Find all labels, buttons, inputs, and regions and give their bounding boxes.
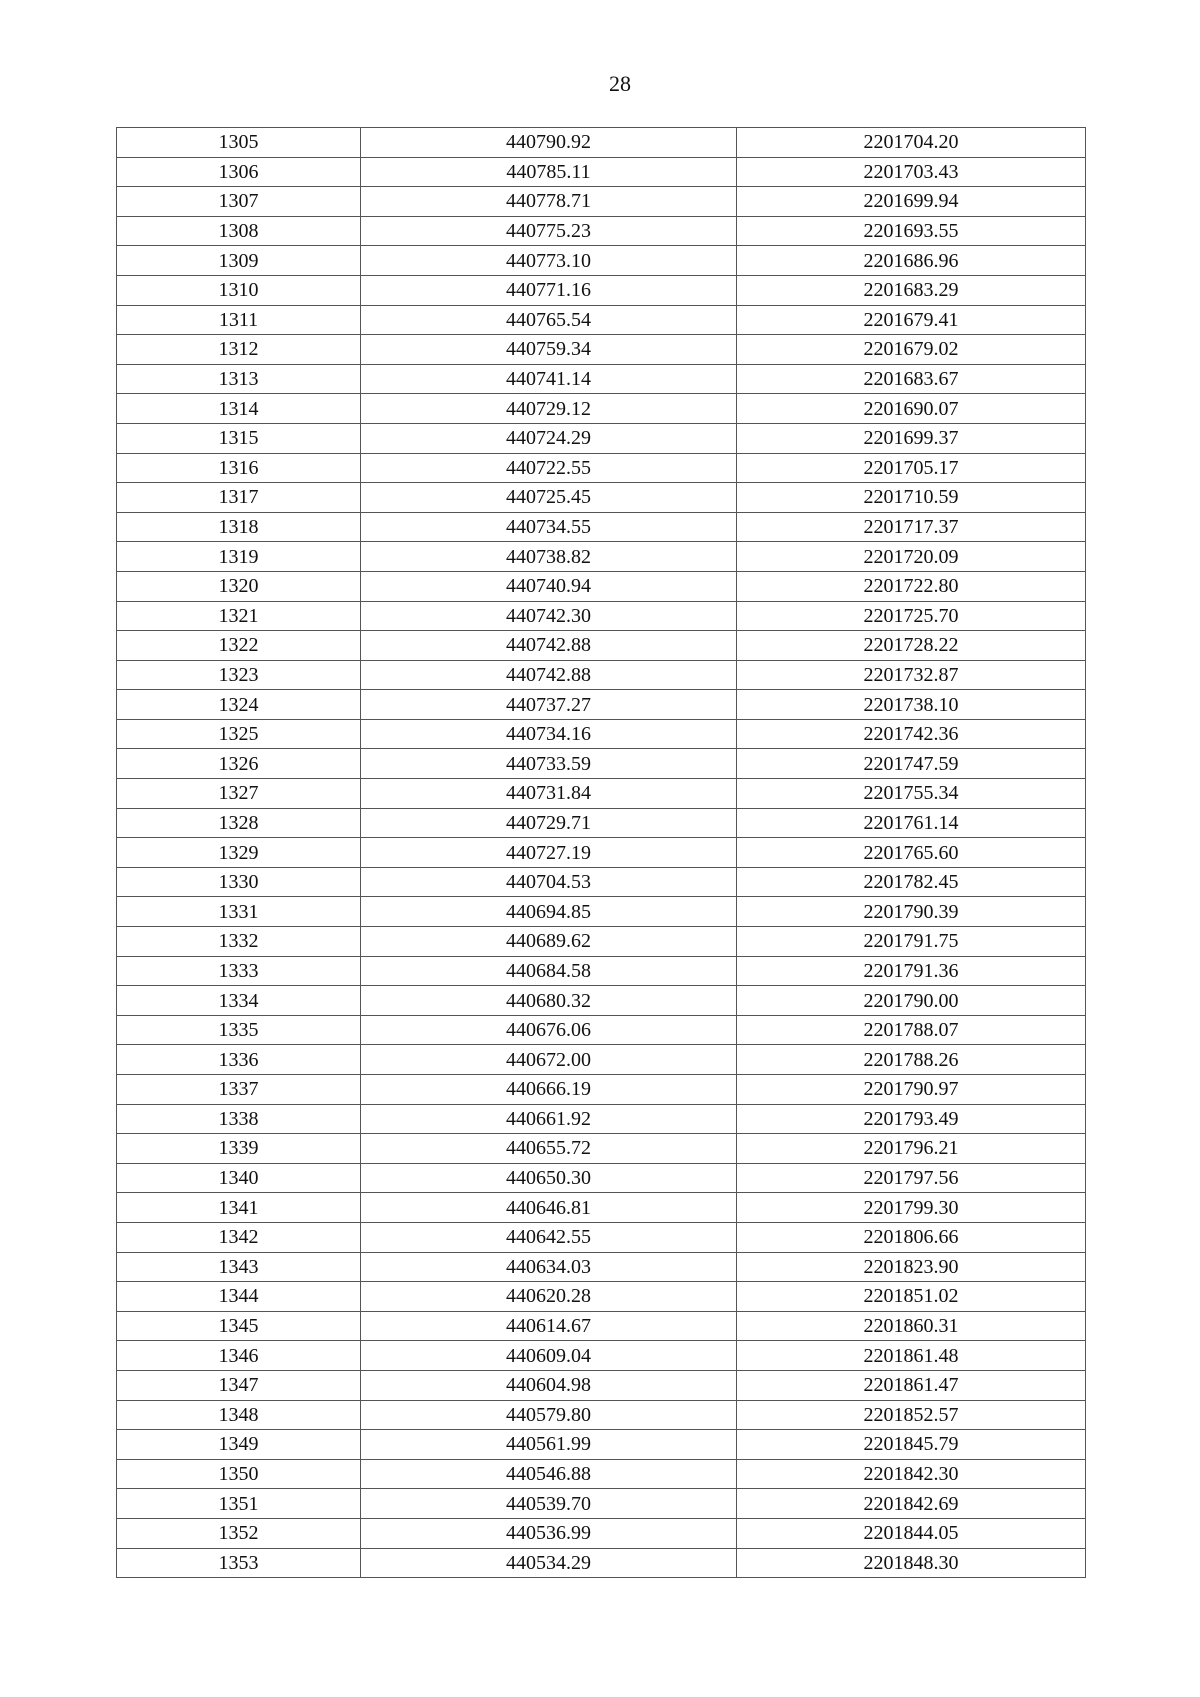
table-row — [117, 335, 1086, 365]
y-coordinate-cell: 2201761.14 — [737, 808, 1086, 838]
table-row — [117, 1134, 1086, 1164]
table-row — [117, 927, 1086, 957]
point-number-cell: 1322 — [117, 631, 361, 661]
point-number-cell: 1334 — [117, 986, 361, 1016]
y-coordinate-cell: 2201699.94 — [737, 187, 1086, 217]
table-row — [117, 601, 1086, 631]
table-row — [117, 216, 1086, 246]
point-number-cell: 1311 — [117, 305, 361, 335]
point-number-cell: 1335 — [117, 1015, 361, 1045]
x-coordinate-cell: 440609.04 — [361, 1341, 737, 1371]
table-row — [117, 660, 1086, 690]
y-coordinate-cell: 2201765.60 — [737, 838, 1086, 868]
table-row — [117, 1459, 1086, 1489]
x-coordinate-cell: 440738.82 — [361, 542, 737, 572]
point-number-cell: 1328 — [117, 808, 361, 838]
x-coordinate-cell: 440614.67 — [361, 1311, 737, 1341]
x-coordinate-cell: 440733.59 — [361, 749, 737, 779]
table-row — [117, 483, 1086, 513]
table-row — [117, 1518, 1086, 1548]
y-coordinate-cell: 2201722.80 — [737, 571, 1086, 601]
x-coordinate-cell: 440785.11 — [361, 157, 737, 187]
y-coordinate-cell: 2201728.22 — [737, 631, 1086, 661]
y-coordinate-cell: 2201732.87 — [737, 660, 1086, 690]
point-number-cell: 1341 — [117, 1193, 361, 1223]
y-coordinate-cell: 2201806.66 — [737, 1222, 1086, 1252]
table-row — [117, 423, 1086, 453]
point-number-cell: 1351 — [117, 1489, 361, 1519]
y-coordinate-cell: 2201860.31 — [737, 1311, 1086, 1341]
y-coordinate-cell: 2201742.36 — [737, 719, 1086, 749]
y-coordinate-cell: 2201796.21 — [737, 1134, 1086, 1164]
x-coordinate-cell: 440534.29 — [361, 1548, 737, 1578]
x-coordinate-cell: 440579.80 — [361, 1400, 737, 1430]
table-row — [117, 512, 1086, 542]
x-coordinate-cell: 440561.99 — [361, 1430, 737, 1460]
point-number-cell: 1336 — [117, 1045, 361, 1075]
point-number-cell: 1339 — [117, 1134, 361, 1164]
y-coordinate-cell: 2201842.30 — [737, 1459, 1086, 1489]
y-coordinate-cell: 2201799.30 — [737, 1193, 1086, 1223]
y-coordinate-cell: 2201725.70 — [737, 601, 1086, 631]
y-coordinate-cell: 2201790.39 — [737, 897, 1086, 927]
x-coordinate-cell: 440666.19 — [361, 1075, 737, 1105]
point-number-cell: 1346 — [117, 1341, 361, 1371]
y-coordinate-cell: 2201686.96 — [737, 246, 1086, 276]
table-row — [117, 631, 1086, 661]
y-coordinate-cell: 2201747.59 — [737, 749, 1086, 779]
x-coordinate-cell: 440742.88 — [361, 660, 737, 690]
point-number-cell: 1308 — [117, 216, 361, 246]
point-number-cell: 1313 — [117, 364, 361, 394]
point-number-cell: 1326 — [117, 749, 361, 779]
table-row — [117, 867, 1086, 897]
x-coordinate-cell: 440742.30 — [361, 601, 737, 631]
table-row — [117, 956, 1086, 986]
point-number-cell: 1317 — [117, 483, 361, 513]
x-coordinate-cell: 440727.19 — [361, 838, 737, 868]
x-coordinate-cell: 440765.54 — [361, 305, 737, 335]
table-row — [117, 394, 1086, 424]
x-coordinate-cell: 440650.30 — [361, 1163, 737, 1193]
x-coordinate-cell: 440775.23 — [361, 216, 737, 246]
table-row — [117, 749, 1086, 779]
table-row — [117, 1193, 1086, 1223]
point-number-cell: 1310 — [117, 275, 361, 305]
table-row — [117, 838, 1086, 868]
x-coordinate-cell: 440737.27 — [361, 690, 737, 720]
x-coordinate-cell: 440742.88 — [361, 631, 737, 661]
table-row — [117, 1311, 1086, 1341]
x-coordinate-cell: 440684.58 — [361, 956, 737, 986]
point-number-cell: 1329 — [117, 838, 361, 868]
y-coordinate-cell: 2201851.02 — [737, 1282, 1086, 1312]
y-coordinate-cell: 2201845.79 — [737, 1430, 1086, 1460]
x-coordinate-cell: 440731.84 — [361, 779, 737, 809]
table-row — [117, 1104, 1086, 1134]
x-coordinate-cell: 440724.29 — [361, 423, 737, 453]
table-row — [117, 779, 1086, 809]
x-coordinate-cell: 440729.71 — [361, 808, 737, 838]
y-coordinate-cell: 2201683.29 — [737, 275, 1086, 305]
y-coordinate-cell: 2201791.75 — [737, 927, 1086, 957]
x-coordinate-cell: 440680.32 — [361, 986, 737, 1016]
x-coordinate-cell: 440646.81 — [361, 1193, 737, 1223]
coordinate-table-body — [117, 128, 1086, 1578]
point-number-cell: 1332 — [117, 927, 361, 957]
table-row — [117, 364, 1086, 394]
y-coordinate-cell: 2201679.41 — [737, 305, 1086, 335]
point-number-cell: 1319 — [117, 542, 361, 572]
table-row — [117, 1045, 1086, 1075]
table-row — [117, 690, 1086, 720]
y-coordinate-cell: 2201790.97 — [737, 1075, 1086, 1105]
table-row — [117, 1400, 1086, 1430]
table-row — [117, 1222, 1086, 1252]
point-number-cell: 1350 — [117, 1459, 361, 1489]
table-row — [117, 1341, 1086, 1371]
y-coordinate-cell: 2201710.59 — [737, 483, 1086, 513]
table-row — [117, 275, 1086, 305]
table-row — [117, 1075, 1086, 1105]
point-number-cell: 1330 — [117, 867, 361, 897]
y-coordinate-cell: 2201793.49 — [737, 1104, 1086, 1134]
table-row — [117, 305, 1086, 335]
point-number-cell: 1338 — [117, 1104, 361, 1134]
point-number-cell: 1352 — [117, 1518, 361, 1548]
coordinate-table — [116, 127, 1086, 1578]
table-row — [117, 897, 1086, 927]
point-number-cell: 1349 — [117, 1430, 361, 1460]
point-number-cell: 1345 — [117, 1311, 361, 1341]
y-coordinate-cell: 2201720.09 — [737, 542, 1086, 572]
x-coordinate-cell: 440642.55 — [361, 1222, 737, 1252]
y-coordinate-cell: 2201738.10 — [737, 690, 1086, 720]
x-coordinate-cell: 440722.55 — [361, 453, 737, 483]
x-coordinate-cell: 440655.72 — [361, 1134, 737, 1164]
x-coordinate-cell: 440790.92 — [361, 128, 737, 158]
point-number-cell: 1309 — [117, 246, 361, 276]
table-row — [117, 1548, 1086, 1578]
point-number-cell: 1347 — [117, 1370, 361, 1400]
x-coordinate-cell: 440620.28 — [361, 1282, 737, 1312]
point-number-cell: 1316 — [117, 453, 361, 483]
table-row — [117, 128, 1086, 158]
x-coordinate-cell: 440536.99 — [361, 1518, 737, 1548]
point-number-cell: 1325 — [117, 719, 361, 749]
y-coordinate-cell: 2201679.02 — [737, 335, 1086, 365]
point-number-cell: 1348 — [117, 1400, 361, 1430]
x-coordinate-cell: 440759.34 — [361, 335, 737, 365]
table-row — [117, 571, 1086, 601]
table-row — [117, 1430, 1086, 1460]
point-number-cell: 1321 — [117, 601, 361, 631]
x-coordinate-cell: 440725.45 — [361, 483, 737, 513]
y-coordinate-cell: 2201699.37 — [737, 423, 1086, 453]
table-row — [117, 542, 1086, 572]
table-row — [117, 1252, 1086, 1282]
point-number-cell: 1314 — [117, 394, 361, 424]
y-coordinate-cell: 2201705.17 — [737, 453, 1086, 483]
y-coordinate-cell: 2201791.36 — [737, 956, 1086, 986]
x-coordinate-cell: 440546.88 — [361, 1459, 737, 1489]
point-number-cell: 1342 — [117, 1222, 361, 1252]
table-row — [117, 808, 1086, 838]
table-row — [117, 187, 1086, 217]
y-coordinate-cell: 2201842.69 — [737, 1489, 1086, 1519]
table-row — [117, 1370, 1086, 1400]
y-coordinate-cell: 2201782.45 — [737, 867, 1086, 897]
point-number-cell: 1312 — [117, 335, 361, 365]
y-coordinate-cell: 2201848.30 — [737, 1548, 1086, 1578]
table-row — [117, 246, 1086, 276]
point-number-cell: 1320 — [117, 571, 361, 601]
point-number-cell: 1331 — [117, 897, 361, 927]
point-number-cell: 1323 — [117, 660, 361, 690]
point-number-cell: 1307 — [117, 187, 361, 217]
y-coordinate-cell: 2201704.20 — [737, 128, 1086, 158]
x-coordinate-cell: 440539.70 — [361, 1489, 737, 1519]
table-row — [117, 453, 1086, 483]
y-coordinate-cell: 2201755.34 — [737, 779, 1086, 809]
y-coordinate-cell: 2201690.07 — [737, 394, 1086, 424]
x-coordinate-cell: 440734.55 — [361, 512, 737, 542]
y-coordinate-cell: 2201861.48 — [737, 1341, 1086, 1371]
x-coordinate-cell: 440676.06 — [361, 1015, 737, 1045]
point-number-cell: 1327 — [117, 779, 361, 809]
point-number-cell: 1306 — [117, 157, 361, 187]
point-number-cell: 1315 — [117, 423, 361, 453]
point-number-cell: 1340 — [117, 1163, 361, 1193]
table-row — [117, 986, 1086, 1016]
x-coordinate-cell: 440672.00 — [361, 1045, 737, 1075]
x-coordinate-cell: 440741.14 — [361, 364, 737, 394]
y-coordinate-cell: 2201790.00 — [737, 986, 1086, 1016]
y-coordinate-cell: 2201852.57 — [737, 1400, 1086, 1430]
y-coordinate-cell: 2201703.43 — [737, 157, 1086, 187]
point-number-cell: 1333 — [117, 956, 361, 986]
y-coordinate-cell: 2201683.67 — [737, 364, 1086, 394]
y-coordinate-cell: 2201717.37 — [737, 512, 1086, 542]
x-coordinate-cell: 440734.16 — [361, 719, 737, 749]
y-coordinate-cell: 2201788.07 — [737, 1015, 1086, 1045]
table-row — [117, 1489, 1086, 1519]
x-coordinate-cell: 440773.10 — [361, 246, 737, 276]
y-coordinate-cell: 2201797.56 — [737, 1163, 1086, 1193]
y-coordinate-cell: 2201788.26 — [737, 1045, 1086, 1075]
y-coordinate-cell: 2201844.05 — [737, 1518, 1086, 1548]
x-coordinate-cell: 440661.92 — [361, 1104, 737, 1134]
y-coordinate-cell: 2201693.55 — [737, 216, 1086, 246]
x-coordinate-cell: 440704.53 — [361, 867, 737, 897]
table-row — [117, 1015, 1086, 1045]
table-row — [117, 719, 1086, 749]
x-coordinate-cell: 440634.03 — [361, 1252, 737, 1282]
y-coordinate-cell: 2201823.90 — [737, 1252, 1086, 1282]
x-coordinate-cell: 440778.71 — [361, 187, 737, 217]
table-row — [117, 1282, 1086, 1312]
point-number-cell: 1353 — [117, 1548, 361, 1578]
table-row — [117, 1163, 1086, 1193]
point-number-cell: 1343 — [117, 1252, 361, 1282]
point-number-cell: 1324 — [117, 690, 361, 720]
table-row — [117, 157, 1086, 187]
x-coordinate-cell: 440740.94 — [361, 571, 737, 601]
point-number-cell: 1318 — [117, 512, 361, 542]
x-coordinate-cell: 440771.16 — [361, 275, 737, 305]
x-coordinate-cell: 440729.12 — [361, 394, 737, 424]
x-coordinate-cell: 440694.85 — [361, 897, 737, 927]
point-number-cell: 1344 — [117, 1282, 361, 1312]
point-number-cell: 1337 — [117, 1075, 361, 1105]
point-number-cell: 1305 — [117, 128, 361, 158]
x-coordinate-cell: 440604.98 — [361, 1370, 737, 1400]
page-number: 28 — [609, 71, 631, 96]
y-coordinate-cell: 2201861.47 — [737, 1370, 1086, 1400]
x-coordinate-cell: 440689.62 — [361, 927, 737, 957]
